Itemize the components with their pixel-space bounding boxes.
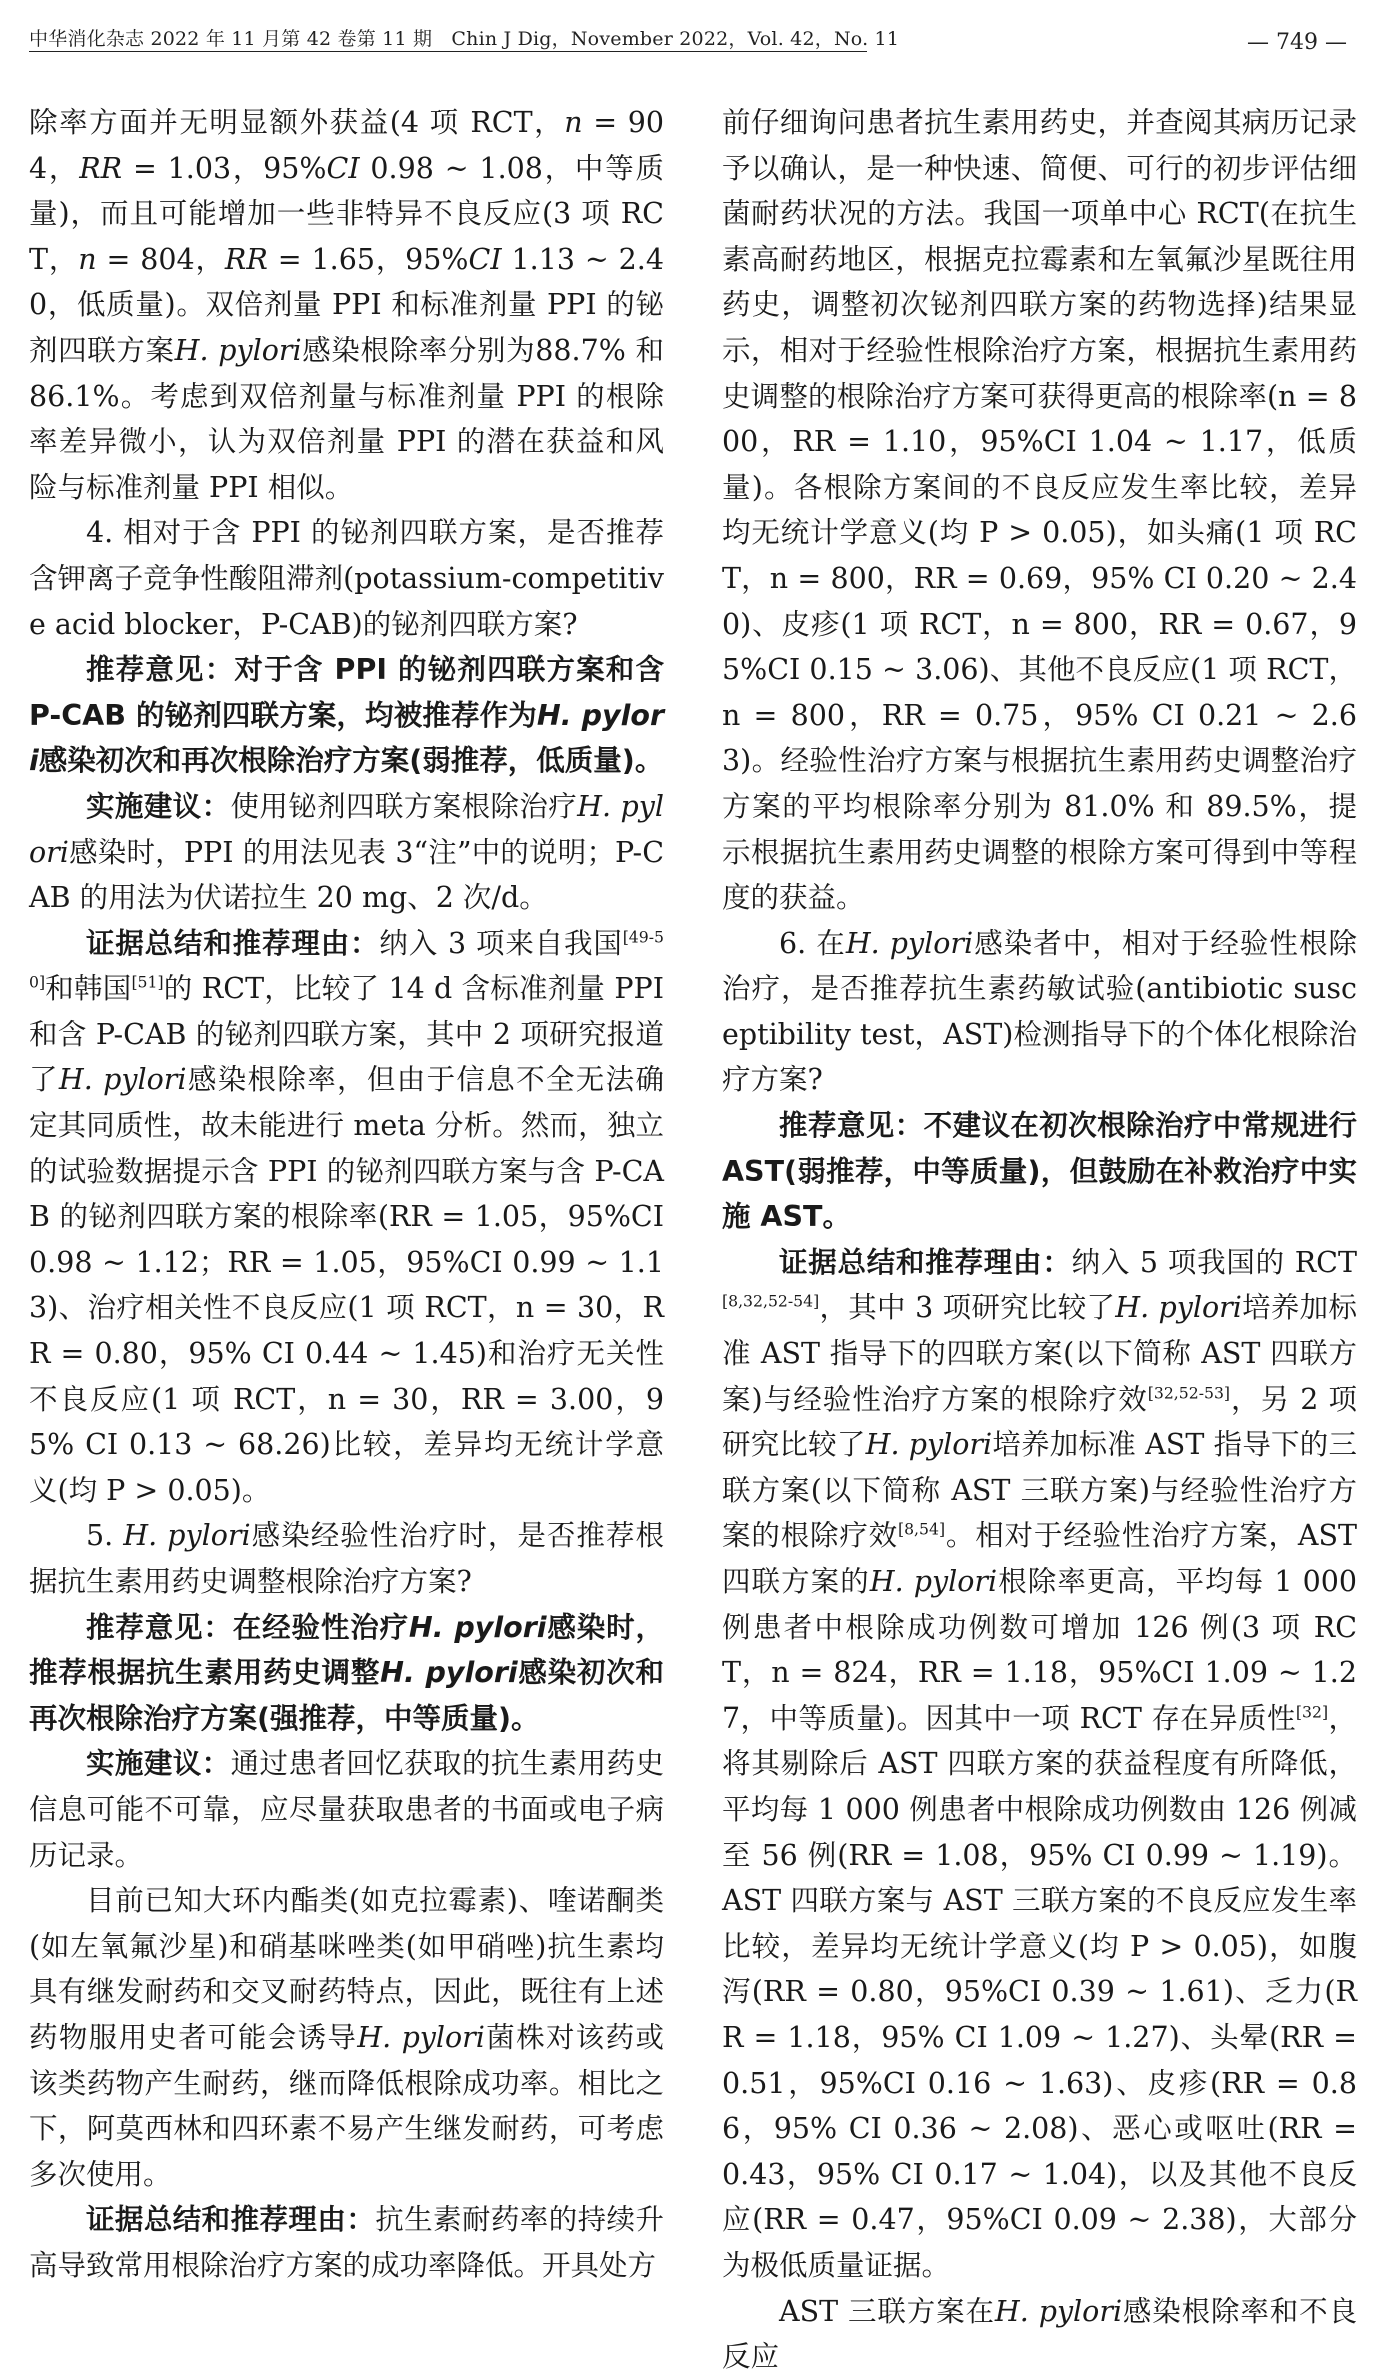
right-column	[722, 100, 1357, 2380]
implementation-5: 实施建议：通过患者回忆获取的抗生素用药史信息可能不可靠，应尽量获取患者的书面或电子病历记录。	[29, 1747, 664, 1872]
page-number: — 749 —	[1247, 30, 1347, 55]
evidence-5-continued: 前仔细询问患者抗生素用药史，并查阅其病历记录予以确认，是一种快速、简便、可行的初步评估细菌耐药状况的方法。我国一项单中心 RCT(在抗生素高耐药地区，根据克拉霉素和左氧氟沙星既往用药史，调整初次铋剂四联方案的药物选择)结果显示，相对于经验性根除治疗方案，根据抗生素用药史调整的根除治疗方案可获得更高的根除率(n = 800，RR = 1.10，95%CI 1.04 ~ 1.17，低质量)。各根除方案间的不良反应发生率比较，差异均无统计学意义(均 P > 0.05)，如头痛(1 项 RCT，n = 800，RR = 0.69，95% CI 0.20 ~ 2.40)、皮疹(1 项 RCT，n = 800，RR = 0.67，95%CI 0.15 ~ 3.06)、其他不良反应(1 项 RCT，n = 800，RR = 0.75，95% CI 0.21 ~ 2.63)。经验性治疗方案与根据抗生素用药史调整治疗方案的平均根除率分别为 81.0% 和 89.5%，提示根据抗生素用药史调整的根除方案可得到中等程度的获益。	[722, 106, 1357, 915]
implementation-4: 实施建议：使用铋剂四联方案根除治疗H. pylori感染时，PPI 的用法见表 3“注”中的说明；P-CAB 的用法为伏诺拉生 20 mg、2 次/d。	[29, 789, 664, 915]
running-header: 中华消化杂志 2022 年 11 月第 42 卷第 11 期 Chin J Dig，November 2022，Vol. 42，No. 11	[29, 28, 900, 50]
recommendation-6: 推荐意见：不建议在初次根除治疗中常规进行 AST(弱推荐，中等质量)，但鼓励在补救治疗中实施 AST。	[722, 1109, 1357, 1234]
evidence-6: 证据总结和推荐理由：纳入 5 项我国的 RCT[8,32,52-54]，其中 3 项研究比较了H. pylori培养加标准 AST 指导下的四联方案(以下简称 AST 四联方案)与经验性治疗方案的根除疗效[32,52-53]，另 2 项研究比较了H. pylori培养加标准 AST 指导下的三联方案(以下简称 AST 三联方案)与经验性治疗方案的根除疗效[8,54]。相对于经验性治疗方案，AST 四联方案的H. pylori根除率更高，平均每 1 000 例患者中根除成功例数可增加 126 例(3 项 RCT，n = 824，RR = 1.18，95%CI 1.09 ~ 1.27，中等质量)。因其中一项 RCT 存在异质性[32]，将其剔除后 AST 四联方案的获益程度有所降低，平均每 1 000 例患者中根除成功例数由 126 例减至 56 例(RR = 1.08，95% CI 0.99 ~ 1.19)。AST 四联方案与 AST 三联方案的不良反应发生率比较，差异均无统计学意义(均 P > 0.05)，如腹泻(RR = 0.80，95%CI 0.39 ~ 1.61)、乏力(RR = 1.18，95% CI 1.09 ~ 1.27)、头晕(RR = 0.51，95%CI 0.16 ~ 1.63)、皮疹(RR = 0.86，95% CI 0.36 ~ 2.08)、恶心或呕吐(RR = 0.43，95% CI 0.17 ~ 1.04)，以及其他不良反应(RR = 0.47，95%CI 0.09 ~ 2.38)，大部分为极低质量证据。	[722, 1245, 1357, 2282]
evidence-4: 证据总结和推荐理由：纳入 3 项来自我国[49-50]和韩国[51]的 RCT，比较了 14 d 含标准剂量 PPI 和含 P-CAB 的铋剂四联方案，其中 2 项研究报道了H. pylori感染根除率，但由于信息不全无法确定其同质性，故未能进行 meta 分析。然而，独立的试验数据提示含 PPI 的铋剂四联方案与含 P-CAB 的铋剂四联方案的根除率(RR = 1.05，95%CI 0.98 ~ 1.12；RR = 1.05，95%CI 0.99 ~ 1.13)、治疗相关性不良反应(1 项 RCT，n = 30，RR = 0.80，95% CI 0.44 ~ 1.45)和治疗无关性不良反应(1 项 RCT，n = 30，RR = 3.00，95% CI 0.13 ~ 68.26)比较，差异均无统计学意义(均 P > 0.05)。	[29, 926, 664, 1507]
question-6: 6. 在H. pylori感染者中，相对于经验性根除治疗，是否推荐抗生素药敏试验(antibiotic susceptibility test，AST)检测指导下的个体化根除治疗方案?	[722, 926, 1357, 1097]
evidence-5-start: 证据总结和推荐理由：抗生素耐药率的持续升高导致常用根除治疗方案的成功率降低。开具处方	[29, 2203, 664, 2282]
paragraph-antibiotic-resistance: 目前已知大环内酯类(如克拉霉素)、喹诺酮类(如左氧氟沙星)和硝基咪唑类(如甲硝唑)抗生素均具有继发耐药和交叉耐药特点，因此，既往有上述药物服用史者可能会诱导H. pylori菌株对该药或该类药物产生耐药，继而降低根除成功率。相比之下，阿莫西林和四环素不易产生继发耐药，可考虑多次使用。	[29, 1884, 664, 2191]
recommendation-5: 推荐意见：在经验性治疗H. pylori感染时，推荐根据抗生素用药史调整H. pylori感染初次和再次根除治疗方案(强推荐，中等质量)。	[29, 1610, 664, 1735]
question-5: 5. H. pylori感染经验性治疗时，是否推荐根据抗生素用药史调整根除治疗方案?	[29, 1519, 664, 1598]
header-rule	[29, 51, 867, 52]
question-4: 4. 相对于含 PPI 的铋剂四联方案，是否推荐含钾离子竞争性酸阻滞剂(potassium-competitive acid blocker，P-CAB)的铋剂四联方案?	[29, 516, 664, 641]
left-column	[29, 100, 664, 2289]
recommendation-4: 推荐意见：对于含 PPI 的铋剂四联方案和含 P-CAB 的铋剂四联方案，均被推荐作为H. pylori感染初次和再次根除治疗方案(弱推荐，低质量)。	[29, 653, 664, 778]
last-paragraph-start: AST 三联方案在H. pylori感染根除率和不良反应	[722, 2294, 1357, 2374]
continued-paragraph: 除率方面并无明显额外获益(4 项 RCT，n = 904，RR = 1.03，95%CI 0.98 ~ 1.08，中等质量)，而且可能增加一些非特异不良反应(3 项 RCT，n = 804，RR = 1.65，95%CI 1.13 ~ 2.40，低质量)。双倍剂量 PPI 和标准剂量 PPI 的铋剂四联方案H. pylori感染根除率分别为88.7% 和 86.1%。考虑到双倍剂量与标准剂量 PPI 的根除率差异微小，认为双倍剂量 PPI 的潜在获益和风险与标准剂量 PPI 相似。	[29, 106, 665, 504]
